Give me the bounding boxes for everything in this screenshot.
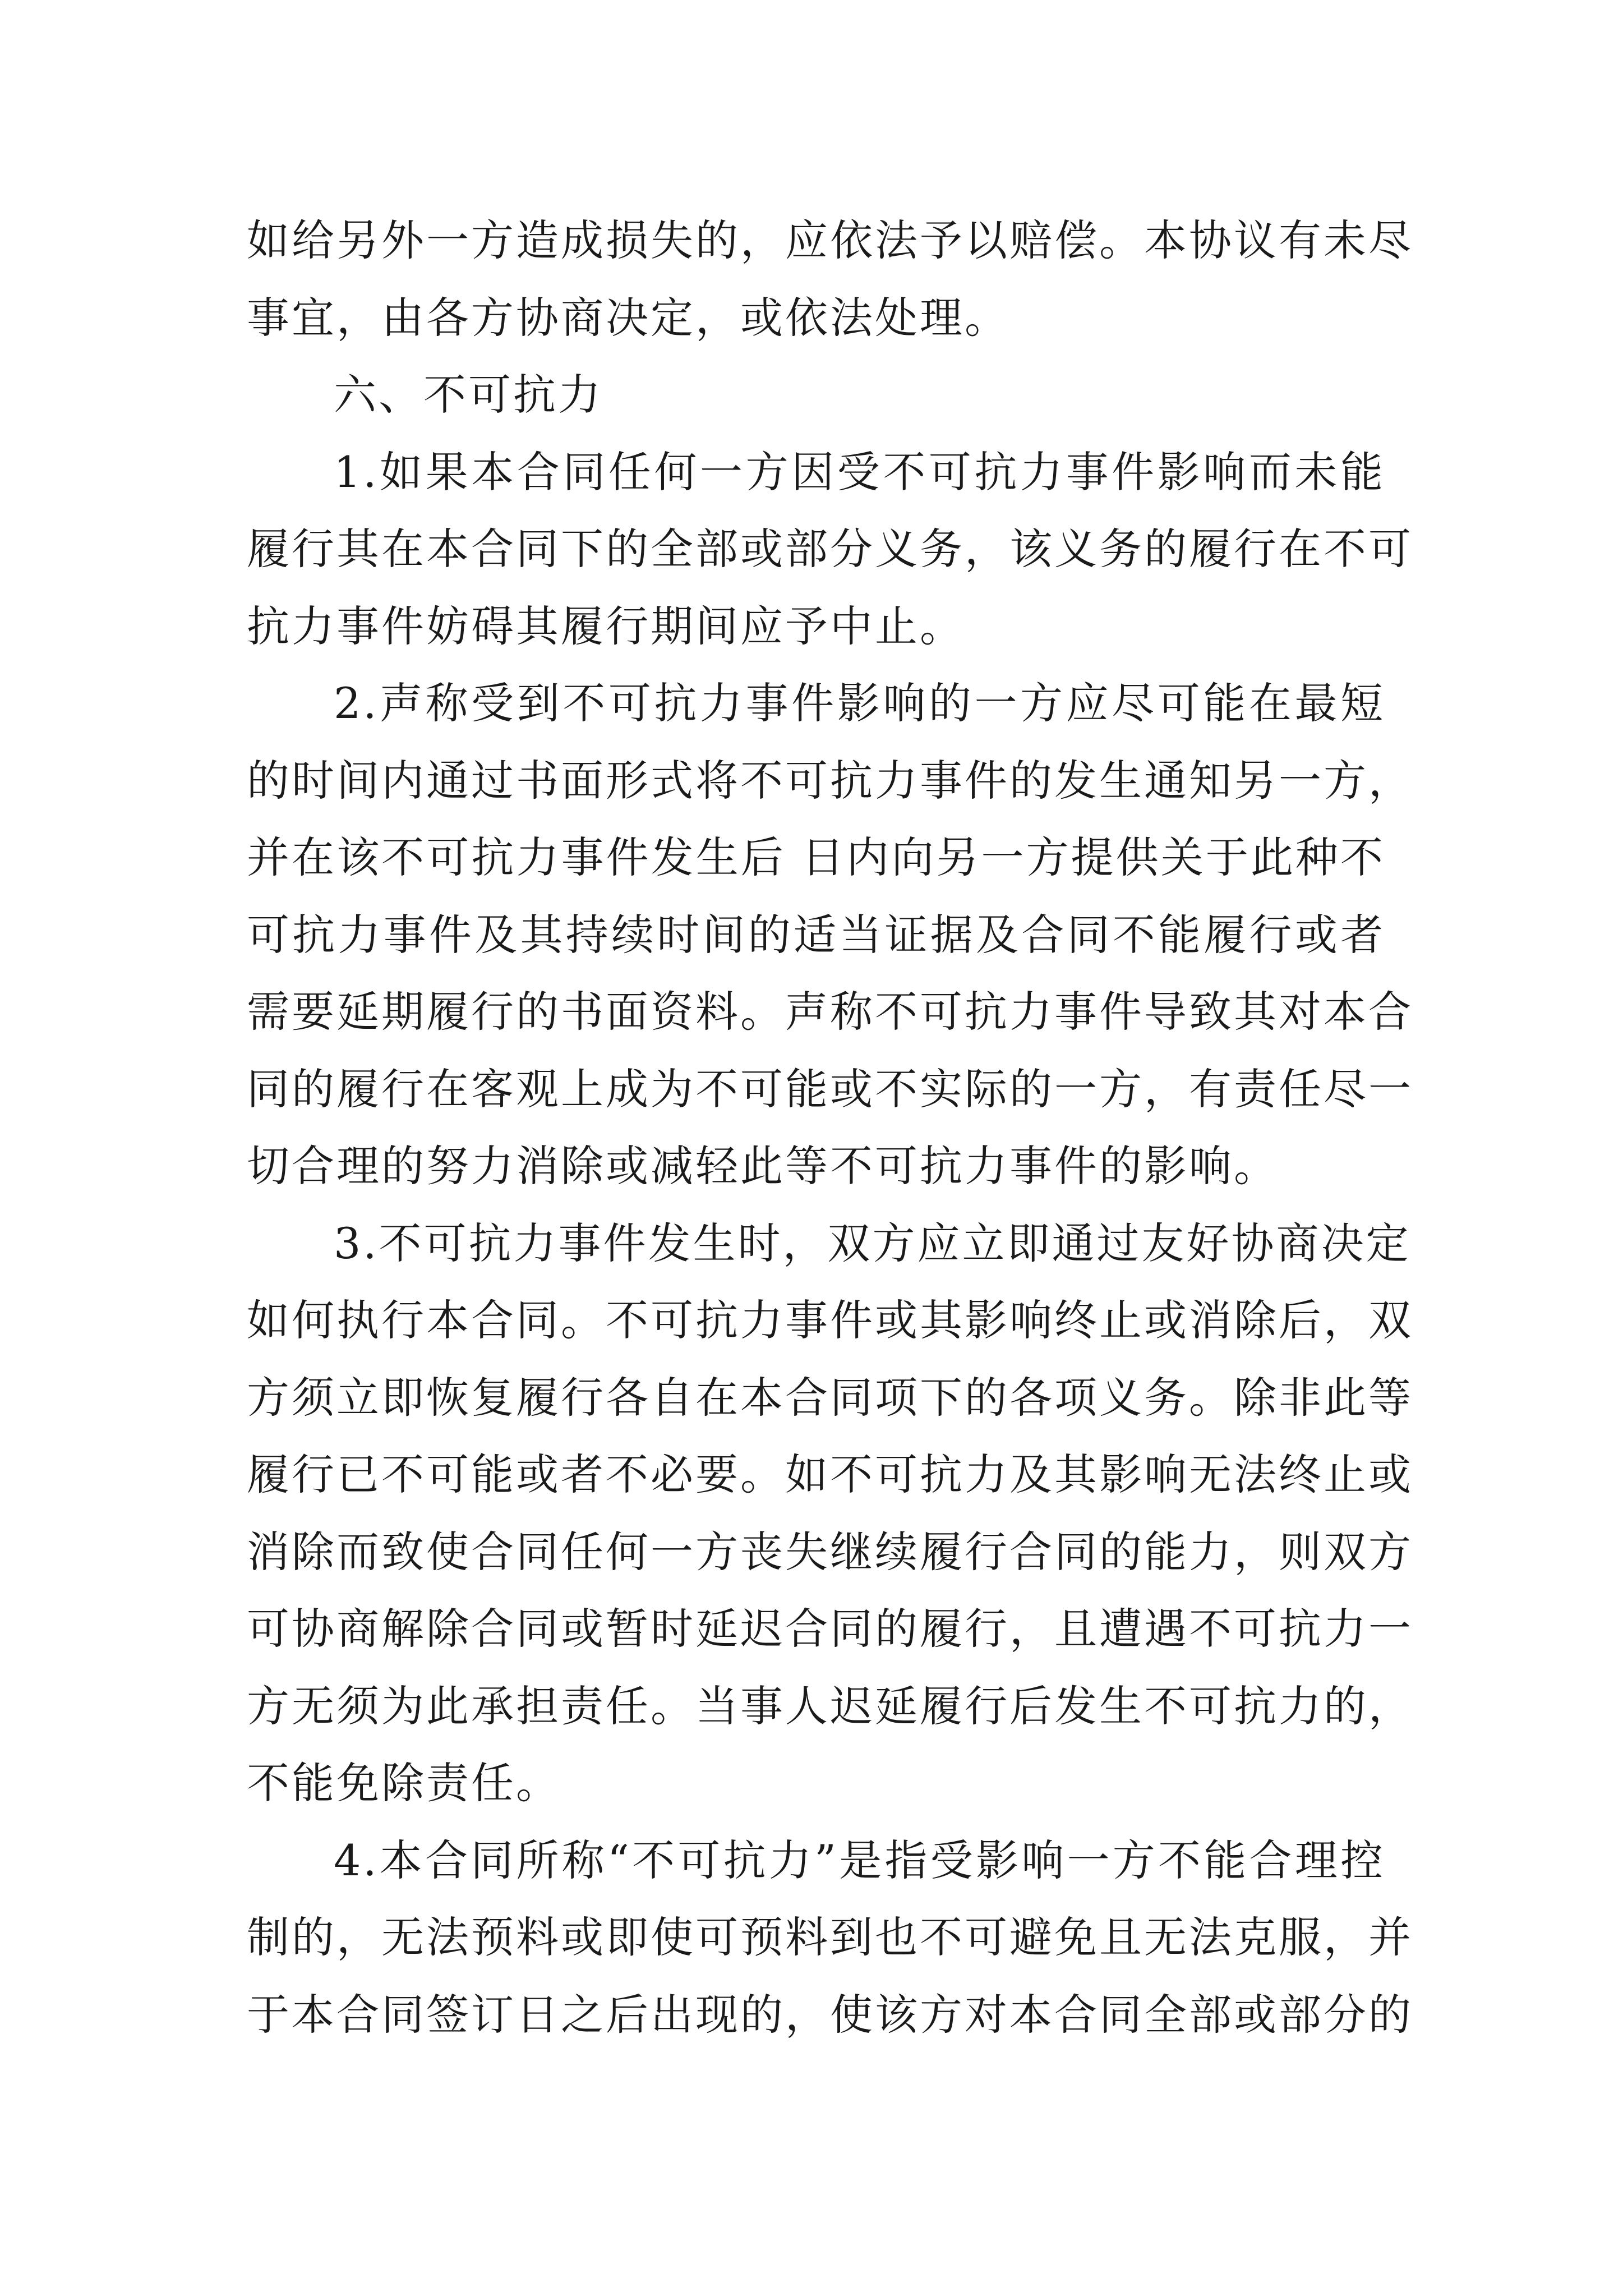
text-line: 方须立即恢复履行各自在本合同项下的各项义务。除非此等 [247, 1372, 1413, 1423]
text-line: 方无须为此承担责任。当事人迟延履行后发生不可抗力的， [247, 1681, 1413, 1731]
text-line: 消除而致使合同任何一方丧失继续履行合同的能力，则双方 [247, 1526, 1413, 1577]
text-line: 于本合同签订日之后出现的，使该方对本合同全部或部分的 [247, 1989, 1413, 2040]
text-line: 可协商解除合同或暂时延迟合同的履行，且遭遇不可抗力一 [247, 1604, 1413, 1654]
text-line: 履行其在本合同下的全部或部分义务，该义务的履行在不可 [247, 524, 1413, 574]
text-line: 3.不可抗力事件发生时，双方应立即通过友好协商决定 [334, 1218, 1411, 1268]
text-line: 切合理的努力消除或减轻此等不可抗力事件的影响。 [247, 1141, 1279, 1191]
text-line: 如给另外一方造成损失的，应依法予以赔偿。本协议有未尽 [247, 215, 1413, 265]
text-line: 1.如果本合同任何一方因受不可抗力事件影响而未能 [334, 447, 1385, 497]
section-heading: 六、不可抗力 [334, 370, 603, 420]
text-line: 不能免除责任。 [247, 1758, 561, 1808]
text-line: 制的，无法预料或即使可预料到也不可避免且无法克服，并 [247, 1912, 1413, 1962]
text-line: 4.本合同所称“不可抗力”是指受影响一方不能合理控 [334, 1835, 1385, 1885]
text-line: 履行已不可能或者不必要。如不可抗力及其影响无法终止或 [247, 1450, 1413, 1499]
document-body [247, 202, 1413, 2053]
text-line: 需要延期履行的书面资料。声称不可抗力事件导致其对本合 [247, 987, 1413, 1037]
text-line: 抗力事件妨碍其履行期间应予中止。 [247, 601, 965, 651]
text-line: 2.声称受到不可抗力事件影响的一方应尽可能在最短 [334, 678, 1385, 728]
text-line: 如何执行本合同。不可抗力事件或其影响终止或消除后，双 [247, 1295, 1413, 1345]
text-line: 的时间内通过书面形式将不可抗力事件的发生通知另一方， [247, 755, 1413, 806]
text-line: 并在该不可抗力事件发生后 日内向另一方提供关于此种不 [247, 832, 1385, 882]
text-line: 同的履行在客观上成为不可能或不实际的一方，有责任尽一 [247, 1064, 1413, 1114]
text-line: 事宜，由各方协商决定，或依法处理。 [247, 292, 1009, 343]
text-line: 可抗力事件及其持续时间的适当证据及合同不能履行或者 [247, 909, 1385, 960]
